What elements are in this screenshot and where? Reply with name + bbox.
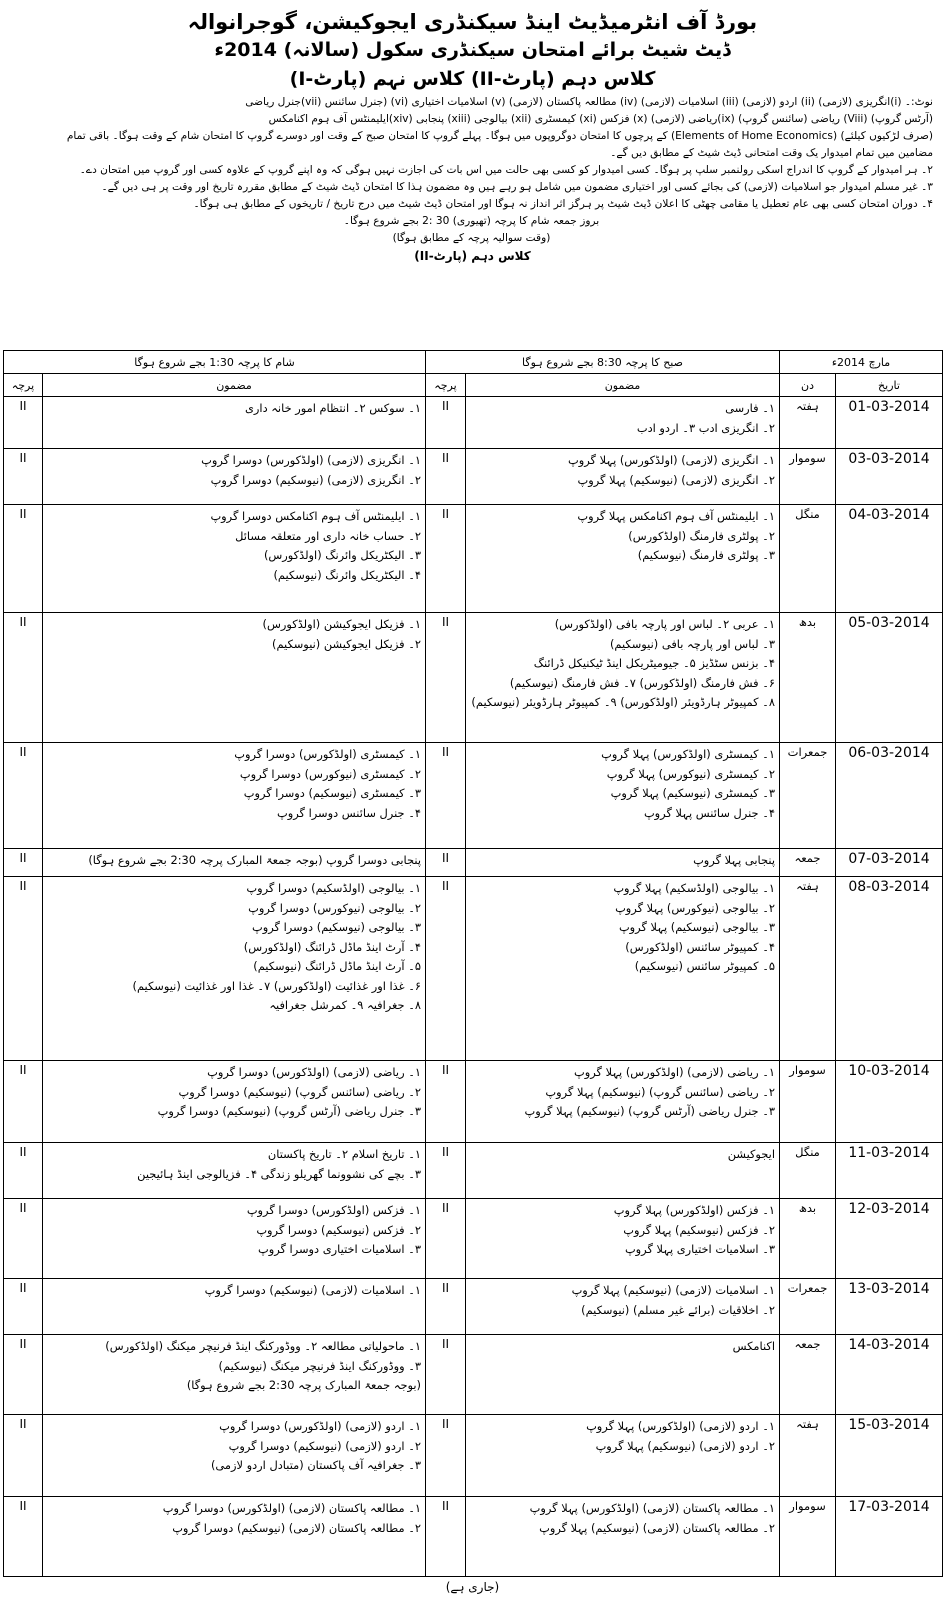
subject-line: ۳۔ لباس اور پارچہ بافی (نیوسکیم) <box>609 636 775 651</box>
note-line: ۲۔ ہر امیدوار کے گروپ کا اندراج اسکی رولنمبر سلپ پر ہوگا۔ کسی امیدوار کو کسی بھی حالت میں اس بات کی اجازت نہیں ہوگی کہ وہ اپنے گروپ کے علاوہ کسی اور گروپ میں امتحان دے۔ <box>79 164 933 176</box>
subject-line: ۱۔ فزکس (اولڈکورس) دوسرا گروپ <box>246 1203 421 1217</box>
evening-subjects-cell <box>43 877 426 1061</box>
note-line: مضامین میں تمام امیدوار یک وقت امتحانی ڈیٹ شیٹ کے مطابق دیں گے۔ <box>610 147 933 159</box>
day-cell: جمعرات <box>780 743 836 849</box>
subject-line: پنجابی دوسرا گروپ (بوجہ جمعۃ المبارک پرچہ 2:30 بجے شروع ہوگا) <box>88 853 421 867</box>
evening-subjects-cell <box>43 1061 426 1143</box>
subject-line: ۲۔ اردو (لازمی) (نیوسکیم) پہلا گروپ <box>595 1438 775 1453</box>
morning-paper-cell: II <box>426 1061 466 1143</box>
day-cell: ہفتہ <box>780 397 836 449</box>
evening-paper-cell: II <box>4 449 43 505</box>
subject-line: ۲۔ کیمسٹری (نیوکورس) پہلا گروپ <box>606 766 775 781</box>
date-cell: 12-03-2014 <box>836 1199 943 1279</box>
morning-paper-cell: II <box>426 1143 466 1199</box>
evening-paper-cell: II <box>4 505 43 613</box>
morning-subjects-cell <box>466 449 780 505</box>
subject-line: ۱۔ فزیکل ایجوکیشن (اولڈکورس) <box>262 617 421 631</box>
subject-line: ۴۔ جنرل سائنس دوسرا گروپ <box>277 805 421 820</box>
date-cell: 07-03-2014 <box>836 849 943 877</box>
col-day: دن <box>780 374 836 397</box>
note-line: (آرٹس گروپ) (Viii) ریاضی (سائنس گروپ) (ix)ریاضی (لازمی) (x) فزکس (xi) کیمسٹری (xii) بیالوجی (xiii) پنجابی (xiv)ایلیمنٹس آف ہوم اکنامکس <box>268 113 933 125</box>
morning-paper-cell: II <box>426 849 466 877</box>
month-heading: مارچ 2014ء <box>780 351 943 374</box>
morning-subjects-cell <box>466 1199 780 1279</box>
subject-line: ۱۔ اردو (لازمی) (اولڈکورس) دوسرا گروپ <box>219 1419 421 1433</box>
date-cell: 10-03-2014 <box>836 1061 943 1143</box>
subject-line: ۴۔ الیکٹریکل وائرنگ (نیوسکیم) <box>273 567 421 582</box>
subject-line: ۶۔ فش فارمنگ (اولڈکورس) ۷۔ فش فارمنگ (نیوسکیم) <box>509 675 775 690</box>
subject-line: ۲۔ کیمسٹری (نیوکورس) دوسرا گروپ <box>239 766 421 781</box>
evening-subjects-cell <box>43 1335 426 1415</box>
evening-subjects-cell <box>43 613 426 743</box>
subject-line: ۲۔ انگریزی (لازمی) (نیوسکیم) پہلا گروپ <box>577 472 775 487</box>
subject-line: ۲۔ فزیکل ایجوکیشن (نیوسکیم) <box>272 636 421 651</box>
morning-subjects-cell <box>466 1143 780 1199</box>
subject-line: ۲۔ بیالوجی (نیوکورس) پہلا گروپ <box>615 900 775 915</box>
subject-line: (بوجہ جمعۃ المبارک پرچہ 2:30 بجے شروع ہوگا) <box>186 1378 421 1392</box>
subject-line: ۱۔ کیمسٹری (اولڈکورس) دوسرا گروپ <box>234 747 421 761</box>
table-row <box>4 1143 943 1199</box>
morning-subjects-cell <box>466 397 780 449</box>
evening-subjects-cell <box>43 743 426 849</box>
column-header-row <box>4 374 943 397</box>
table-row <box>4 449 943 505</box>
evening-paper-cell: II <box>4 1143 43 1199</box>
morning-paper-cell: II <box>426 1497 466 1577</box>
col-evening-subject: مضمون <box>43 374 426 397</box>
subject-line: ۳۔ بیالوجی (نیوسکیم) دوسرا گروپ <box>252 920 421 934</box>
evening-subjects-cell <box>43 1279 426 1335</box>
subject-line: ۱۔ عربی ۲۔ لباس اور پارچہ بافی (اولڈکورس) <box>554 617 775 631</box>
subject-line: ۱۔ اسلامیات (لازمی) (نیوسکیم) پہلا گروپ <box>571 1283 775 1297</box>
datesheet-title: ڈیٹ شیٹ برائے امتحان سیکنڈری سکول (سالانہ) 2014ء <box>214 39 731 61</box>
continued-note: (جاری ہے) <box>445 1580 500 1594</box>
subject-line: ۳۔ جنرل ریاضی (آرٹس گروپ) (نیوسکیم) دوسرا گروپ <box>157 1104 421 1118</box>
date-cell: 01-03-2014 <box>836 397 943 449</box>
note-girls-only: (صرف لڑکیوں کیلئے) <box>840 130 933 142</box>
subject-line: ۱۔ ایلیمنٹس آف ہوم اکنامکس پہلا گروپ <box>577 509 775 523</box>
day-cell: جمعہ <box>780 849 836 877</box>
morning-paper-cell: II <box>426 397 466 449</box>
subject-line: ۲۔ ریاضی (سائنس گروپ) (نیوسکیم) دوسرا گروپ <box>178 1084 421 1099</box>
date-cell: 11-03-2014 <box>836 1143 943 1199</box>
subject-line: ۳۔ بچے کی نشوونما گھریلو زندگی ۴۔ فزیالوجی اینڈ ہائیجین <box>137 1166 421 1181</box>
morning-heading: صبح کا پرچہ 8:30 بجے شروع ہوگا <box>426 351 780 374</box>
table-body <box>4 397 943 1577</box>
subject-line: ۲۔ مطالعہ پاکستان (لازمی) (نیوسکیم) دوسرا گروپ <box>172 1520 421 1535</box>
date-cell: 06-03-2014 <box>836 743 943 849</box>
subject-line: ۶۔ غذا اور غذائیت (اولڈکورس) ۷۔ غذا اور غذائیت (نیوسکیم) <box>132 978 421 993</box>
table-row <box>4 505 943 613</box>
subject-line: ۱۔ بیالوجی (اولڈسکیم) دوسرا گروپ <box>246 881 421 895</box>
subject-line: ۳۔ پولٹری فارمنگ (نیوسکیم) <box>637 548 775 562</box>
subject-line: ۵۔ کمپیوٹر سائنس (نیوسکیم) <box>634 959 775 973</box>
date-cell: 05-03-2014 <box>836 613 943 743</box>
table-row <box>4 743 943 849</box>
subject-line: ۴۔ بزنس سٹڈیز ۵۔ جیومیٹریکل اینڈ ٹیکنیکل ڈرائنگ <box>533 656 775 670</box>
morning-paper-cell: II <box>426 613 466 743</box>
date-sheet-table <box>3 350 943 1577</box>
evening-heading: شام کا پرچہ 1:30 بجے شروع ہوگا <box>4 351 426 374</box>
subject-line: ۳۔ کیمسٹری (نیوسکیم) دوسرا گروپ <box>243 786 421 800</box>
evening-paper-cell: II <box>4 1497 43 1577</box>
subject-line: ۳۔ کیمسٹری (نیوسکیم) پہلا گروپ <box>610 786 775 800</box>
subject-line: ۸۔ کمپیوٹر ہارڈویئر (اولڈکورس) ۹۔ کمپیوٹر ہارڈویئر (نیوسکیم) <box>471 695 775 709</box>
morning-subjects-cell <box>466 505 780 613</box>
subject-line: ۲۔ پولٹری فارمنگ (اولڈکورس) <box>628 528 775 543</box>
day-cell: بدھ <box>780 613 836 743</box>
morning-subjects-cell <box>466 1335 780 1415</box>
day-cell: منگل <box>780 1143 836 1199</box>
note-line: ۴۔ دوران امتحان کسی بھی عام تعطیل یا مقامی چھٹی کا اعلان ڈیٹ شیٹ پر ہرگز اثر انداز نہ ہوگا اور امتحان ڈیٹ شیٹ میں درج تاریخ / تاریخوں کے مطابق ہی ہوگا۔ <box>193 198 933 210</box>
subject-line: ۲۔ مطالعہ پاکستان (لازمی) (نیوسکیم) پہلا گروپ <box>539 1520 775 1535</box>
evening-paper-cell: II <box>4 613 43 743</box>
col-evening-paper: پرچہ <box>4 374 43 397</box>
subject-line: ۱۔ فارسی <box>725 401 775 415</box>
subject-line: ۱۔ مطالعہ پاکستان (لازمی) (اولڈکورس) پہلا گروپ <box>529 1501 775 1515</box>
table-row <box>4 1279 943 1335</box>
table-row <box>4 397 943 449</box>
notes-block <box>0 94 945 247</box>
subject-line: ۲۔ حساب خانہ داری اور متعلقہ مسائل <box>235 528 421 543</box>
date-cell: 08-03-2014 <box>836 877 943 1061</box>
morning-paper-cell: II <box>426 743 466 849</box>
day-cell: جمعہ <box>780 1335 836 1415</box>
note-line <box>10 128 933 145</box>
day-cell: ہفتہ <box>780 877 836 1061</box>
evening-paper-cell: II <box>4 1279 43 1335</box>
morning-paper-cell: II <box>426 449 466 505</box>
day-cell: بدھ <box>780 1199 836 1279</box>
day-cell: منگل <box>780 505 836 613</box>
date-cell: 14-03-2014 <box>836 1335 943 1415</box>
subject-line: ۱۔ اردو (لازمی) (اولڈکورس) پہلا گروپ <box>586 1419 775 1433</box>
classes-title: کلاس دہم (پارٹ-II) کلاس نہم (پارٹ-I) <box>289 68 656 90</box>
subject-line: ۱۔ سوکس ۲۔ انتظام امور خانہ داری <box>244 401 421 415</box>
morning-subjects-cell <box>466 1061 780 1143</box>
col-date: تاریخ <box>836 374 943 397</box>
subject-line: ۳۔ الیکٹریکل وائرنگ (اولڈکورس) <box>263 548 421 562</box>
subject-line: ۸۔ جغرافیہ ۹۔ کمرشل جغرافیہ <box>269 998 421 1012</box>
evening-subjects-cell <box>43 397 426 449</box>
note-line: نوٹ:۔ (i)انگریزی (لازمی) (ii) اردو (لازمی) (iii) اسلامیات (لازمی) (iv) مطالعہ پاکستان (لازمی) (v) اسلامیات اختیاری (vi) (جنرل سائنس (vii)جنرل ریاضی <box>245 96 933 108</box>
table-row <box>4 613 943 743</box>
date-cell: 03-03-2014 <box>836 449 943 505</box>
subject-line: ۲۔ فزکس (نیوسکیم) پہلا گروپ <box>623 1222 775 1237</box>
morning-subjects-cell <box>466 743 780 849</box>
page-header <box>0 8 945 94</box>
evening-paper-cell: II <box>4 1199 43 1279</box>
heading-row <box>4 351 943 374</box>
morning-subjects-cell <box>466 1497 780 1577</box>
table-row <box>4 1335 943 1415</box>
subject-line: ۲۔ اردو (لازمی) (نیوسکیم) دوسرا گروپ <box>228 1438 421 1453</box>
subject-line: اکنامکس <box>732 1339 775 1353</box>
evening-paper-cell: II <box>4 877 43 1061</box>
day-cell: جمعرات <box>780 1279 836 1335</box>
note-line: ۳۔ غیر مسلم امیدوار جو اسلامیات (لازمی) کی بجائے کسی اور اختیاری مضمون میں شامل ہو رہے ہیں وہ مضمون ہذا کا امتحان ڈیٹ شیٹ کے مطابق مقررہ تاریخ اور وقت پر ہی دیں گے۔ <box>101 181 933 193</box>
date-cell: 13-03-2014 <box>836 1279 943 1335</box>
evening-subjects-cell <box>43 505 426 613</box>
evening-subjects-cell <box>43 1497 426 1577</box>
morning-paper-cell: II <box>426 1279 466 1335</box>
subject-line: ۴۔ آرٹ اینڈ ماڈل ڈرائنگ (اولڈکورس) <box>243 939 421 954</box>
subject-line: ۳۔ ووڈورکنگ اینڈ فرنیچر میکنگ (نیوسکیم) <box>218 1358 421 1373</box>
table-row <box>4 849 943 877</box>
date-cell: 04-03-2014 <box>836 505 943 613</box>
subject-line: پنجابی پہلا گروپ <box>693 853 775 867</box>
subject-line: ۲۔ انگریزی ادب ۳۔ اردو ادب <box>636 420 775 435</box>
subject-line: ۱۔ ایلیمنٹس آف ہوم اکنامکس دوسرا گروپ <box>210 509 421 523</box>
subject-line: ۲۔ ریاضی (سائنس گروپ) (نیوسکیم) پہلا گروپ <box>545 1084 775 1099</box>
evening-paper-cell: II <box>4 849 43 877</box>
morning-subjects-cell <box>466 877 780 1061</box>
subject-line: ۲۔ فزکس (نیوسکیم) دوسرا گروپ <box>256 1222 421 1237</box>
subject-line: ۳۔ بیالوجی (نیوسکیم) پہلا گروپ <box>618 920 775 934</box>
morning-subjects-cell <box>466 849 780 877</box>
subject-line: ۳۔ اسلامیات اختیاری دوسرا گروپ <box>258 1242 421 1256</box>
subject-line: ۲۔ بیالوجی (نیوکورس) دوسرا گروپ <box>248 900 421 915</box>
subject-line: ایجوکیشن <box>727 1147 775 1161</box>
table-subtitle: کلاس دہم (پارٹ-II) <box>414 249 531 263</box>
subject-line: ۱۔ مطالعہ پاکستان (لازمی) (اولڈکورس) دوسرا گروپ <box>162 1501 421 1515</box>
evening-paper-cell: II <box>4 1415 43 1497</box>
table-row <box>4 1497 943 1577</box>
subject-line: ۳۔ جنرل ریاضی (آرٹس گروپ) (نیوسکیم) پہلا گروپ <box>524 1104 775 1118</box>
table-row <box>4 1415 943 1497</box>
morning-paper-cell: II <box>426 1335 466 1415</box>
subject-line: ۱۔ اسلامیات (لازمی) (نیوسکیم) دوسرا گروپ <box>204 1283 421 1297</box>
morning-paper-cell: II <box>426 877 466 1061</box>
evening-paper-cell: II <box>4 1335 43 1415</box>
subject-line: ۴۔ جنرل سائنس پہلا گروپ <box>643 805 775 820</box>
subject-line: ۱۔ فزکس (اولڈکورس) پہلا گروپ <box>613 1203 775 1217</box>
evening-subjects-cell <box>43 1143 426 1199</box>
day-cell: سوموار <box>780 1061 836 1143</box>
col-morning-subject: مضمون <box>466 374 780 397</box>
morning-subjects-cell <box>466 1415 780 1497</box>
subject-line: ۱۔ ریاضی (لازمی) (اولڈکورس) پہلا گروپ <box>574 1065 775 1079</box>
morning-subjects-cell <box>466 613 780 743</box>
morning-paper-cell: II <box>426 505 466 613</box>
subject-line: ۳۔ اسلامیات اختیاری پہلا گروپ <box>624 1242 775 1256</box>
table-row <box>4 1199 943 1279</box>
day-cell: سوموار <box>780 449 836 505</box>
note-groups: کے پرچوں کا امتحان دوگروپوں میں ہوگا۔ پہلے گروپ کا امتحان صبح کے وقت اور دوسرے گروپ کا امتحان شام کے وقت ہوگا۔ باقی تمام <box>66 130 668 142</box>
note-home-economics-en: (Elements of Home Economics) <box>671 130 838 142</box>
subject-line: ۱۔ بیالوجی (اولڈسکیم) پہلا گروپ <box>613 881 775 895</box>
evening-paper-cell: II <box>4 1061 43 1143</box>
table-row <box>4 877 943 1061</box>
evening-subjects-cell <box>43 449 426 505</box>
col-morning-paper: پرچہ <box>426 374 466 397</box>
subject-line: ۳۔ جغرافیہ آف پاکستان (متبادل اردو لازمی) <box>210 1458 421 1472</box>
subject-line: ۱۔ انگریزی (لازمی) (اولڈکورس) دوسرا گروپ <box>201 453 421 467</box>
table-row <box>4 1061 943 1143</box>
evening-paper-cell: II <box>4 743 43 849</box>
day-cell: سوموار <box>780 1497 836 1577</box>
morning-subjects-cell <box>466 1279 780 1335</box>
subject-line: ۱۔ تاریخ اسلام ۲۔ تاریخ پاکستان <box>267 1147 421 1161</box>
note-time-per-paper: (وقت سوالیہ پرچہ کے مطابق ہوگا) <box>392 232 551 244</box>
board-title: بورڈ آف انٹرمیڈیٹ اینڈ سیکنڈری ایجوکیشن، گوجرانوالہ <box>187 10 758 34</box>
morning-paper-cell: II <box>426 1199 466 1279</box>
subject-line: ۴۔ کمپیوٹر سائنس (اولڈکورس) <box>625 939 775 954</box>
subject-line: ۲۔ اخلاقیات (برائے غیر مسلم) (نیوسکیم) <box>581 1302 775 1317</box>
evening-subjects-cell <box>43 1199 426 1279</box>
subject-line: ۱۔ کیمسٹری (اولڈکورس) پہلا گروپ <box>601 747 775 761</box>
note-friday-time: بروز جمعہ شام کا پرچہ (تھیوری) 30 :2 بجے شروع ہوگا۔ <box>343 215 600 227</box>
evening-subjects-cell <box>43 1415 426 1497</box>
evening-subjects-cell <box>43 849 426 877</box>
subject-line: ۱۔ ریاضی (لازمی) (اولڈکورس) دوسرا گروپ <box>207 1065 421 1079</box>
subject-line: ۱۔ ماحولیاتی مطالعہ ۲۔ ووڈورکنگ اینڈ فرنیچر میکنگ (اولڈکورس) <box>105 1339 421 1353</box>
subject-line: ۵۔ آرٹ اینڈ ماڈل ڈرائنگ (نیوسکیم) <box>253 959 421 973</box>
morning-paper-cell: II <box>426 1415 466 1497</box>
day-cell: ہفتہ <box>780 1415 836 1497</box>
date-cell: 17-03-2014 <box>836 1497 943 1577</box>
evening-paper-cell: II <box>4 397 43 449</box>
subject-line: ۱۔ انگریزی (لازمی) (اولڈکورس) پہلا گروپ <box>568 453 775 467</box>
date-cell: 15-03-2014 <box>836 1415 943 1497</box>
subject-line: ۲۔ انگریزی (لازمی) (نیوسکیم) دوسرا گروپ <box>210 472 421 487</box>
